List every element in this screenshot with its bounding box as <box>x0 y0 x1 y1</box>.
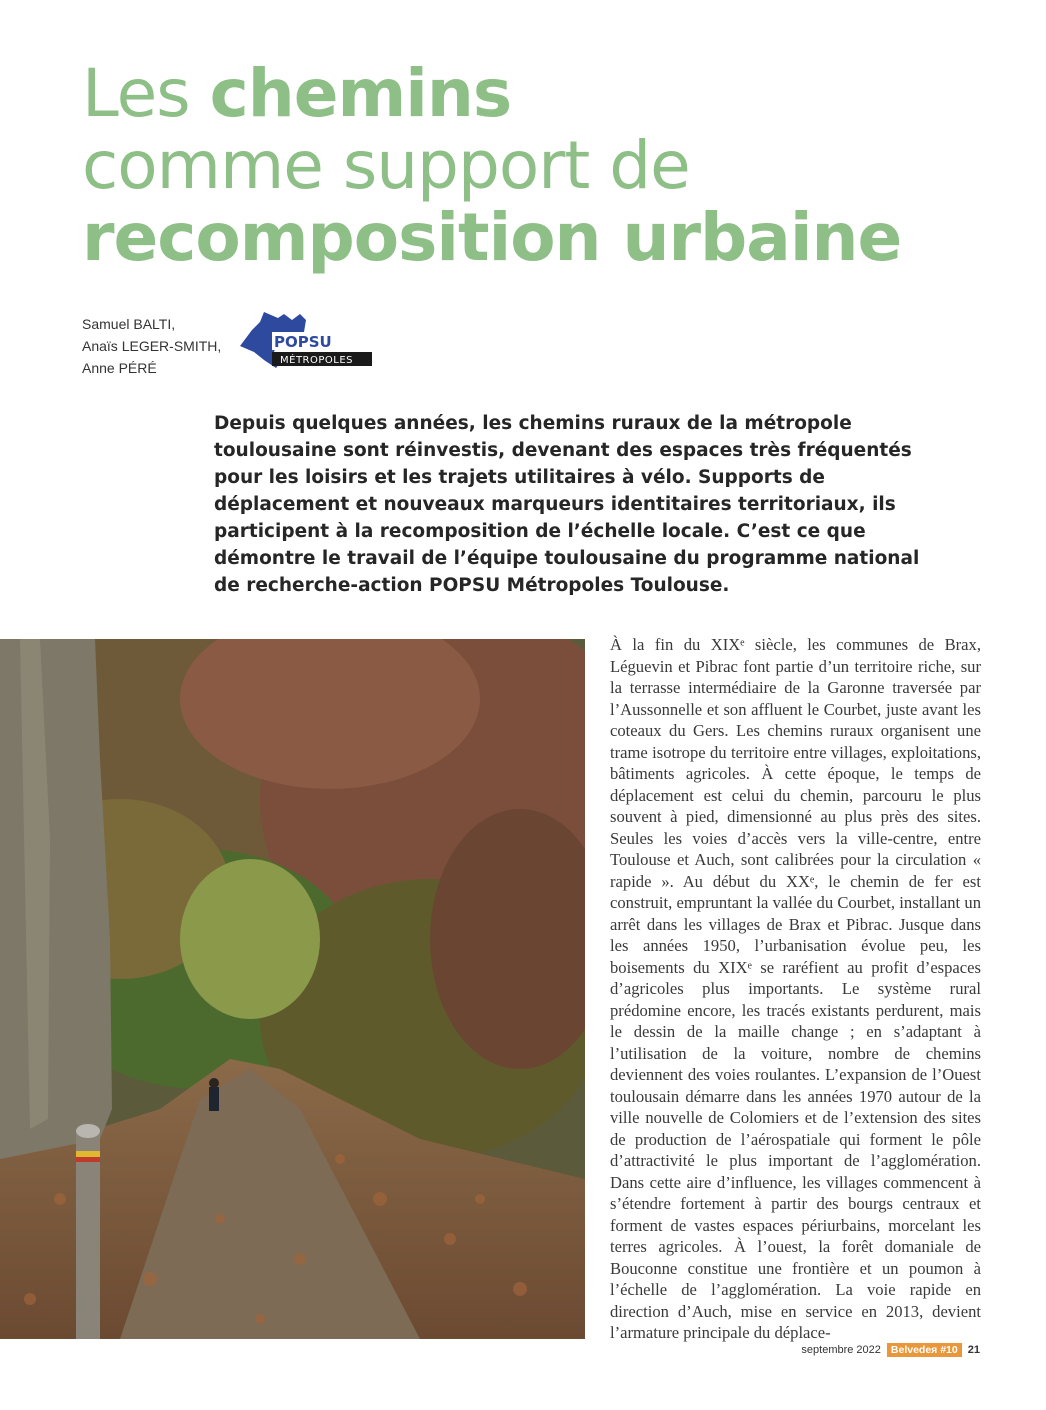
article-title <box>82 55 902 276</box>
title-line-3: recomposition urbaine <box>82 199 902 276</box>
popsu-metropoles-logo <box>238 308 378 374</box>
page-number: 21 <box>967 1344 980 1356</box>
author-name: Anne PÉRÉ <box>82 360 157 376</box>
author-list <box>82 313 221 379</box>
lead-paragraph: Depuis quelques années, les chemins ruraux de la métropole toulousaine sont réinvestis, devenant des espaces très fréquentés pour les loisirs et les trajets utilitaires à vélo. Supports de déplacement et nouveaux marqueurs identitaires territoriaux, ils participent à la recomposition de l’échelle locale. C’est ce que démontre le travail de l’équipe toulousaine du programme national de recherche-action POPSU Métropoles Toulouse. <box>214 413 920 596</box>
title-bold-text: chemins <box>209 55 512 132</box>
title-line-1 <box>82 55 901 132</box>
autumn-path-photo <box>0 639 585 1339</box>
footer-date: septembre 2022 <box>801 1344 881 1356</box>
logo-main-text: POPSU <box>274 333 332 351</box>
page-footer <box>801 1343 980 1357</box>
title-line-2: comme support de <box>82 127 690 204</box>
magazine-badge: Belvedeя #10 <box>887 1343 962 1357</box>
author-name: Samuel BALTI, <box>82 316 176 332</box>
logo-sub-text: MÉTROPOLES <box>280 355 354 366</box>
author-name: Anaïs LEGER-SMITH, <box>82 338 222 354</box>
title-light-text: Les <box>82 55 210 132</box>
body-text-column: À la fin du XIXᵉ siècle, les communes de Brax, Léguevin et Pibrac font partie d’un territoire riche, sur la terrasse intermédiaire de la Garonne traversée par l’Aussonnelle et son affluent le Courbet, juste avant les coteaux du Gers. Les chemins ruraux organisent une trame isotrope du territoire entre villages, exploitations, bâtiments agricoles. À cette époque, le temps de déplacement est celui du chemin, parcouru le plus souvent à pied, dimensionné au plus près des sites. Seules les voies d’accès vers la ville-centre, entre Toulouse et Auch, sont calibrées pour la circulation « rapide ». Au début du XXᵉ, le chemin de fer est construit, empruntant la vallée du Courbet, installant un arrêt dans les villages de Brax et Pibrac. Jusque dans les années 1950, l’urbanisation évolue peu, les boisements du XIXᵉ se raréfient au profit d’espaces d’agricoles plus importants. Le système rural prédomine encore, les tracés existants perdurent, mais le dessin de la maille change ; en s’adaptant à l’utilisation de la voiture, nombre de chemins deviennent des voies roulantes. L’expansion de l’Ouest toulousain démarre dans les années 1970 autour de la ville nouvelle de Colomiers et de l’extension des sites de production de l’aérospatiale qui forment le pôle d’attractivité le plus important de l’agglomération. Dans cette aire d’influence, les villages commencent à s’étendre fortement à partir des bourgs centraux et forment de vastes espaces périurbains, morcelant les terres agricoles. À l’ouest, la forêt domaniale de Bouconne constitue une frontière et un poumon à l’échelle de l’agglomération. La voie rapide en direction d’Auch, mise en service en 2013, devient l’armature principale du déplace- <box>610 635 981 1342</box>
